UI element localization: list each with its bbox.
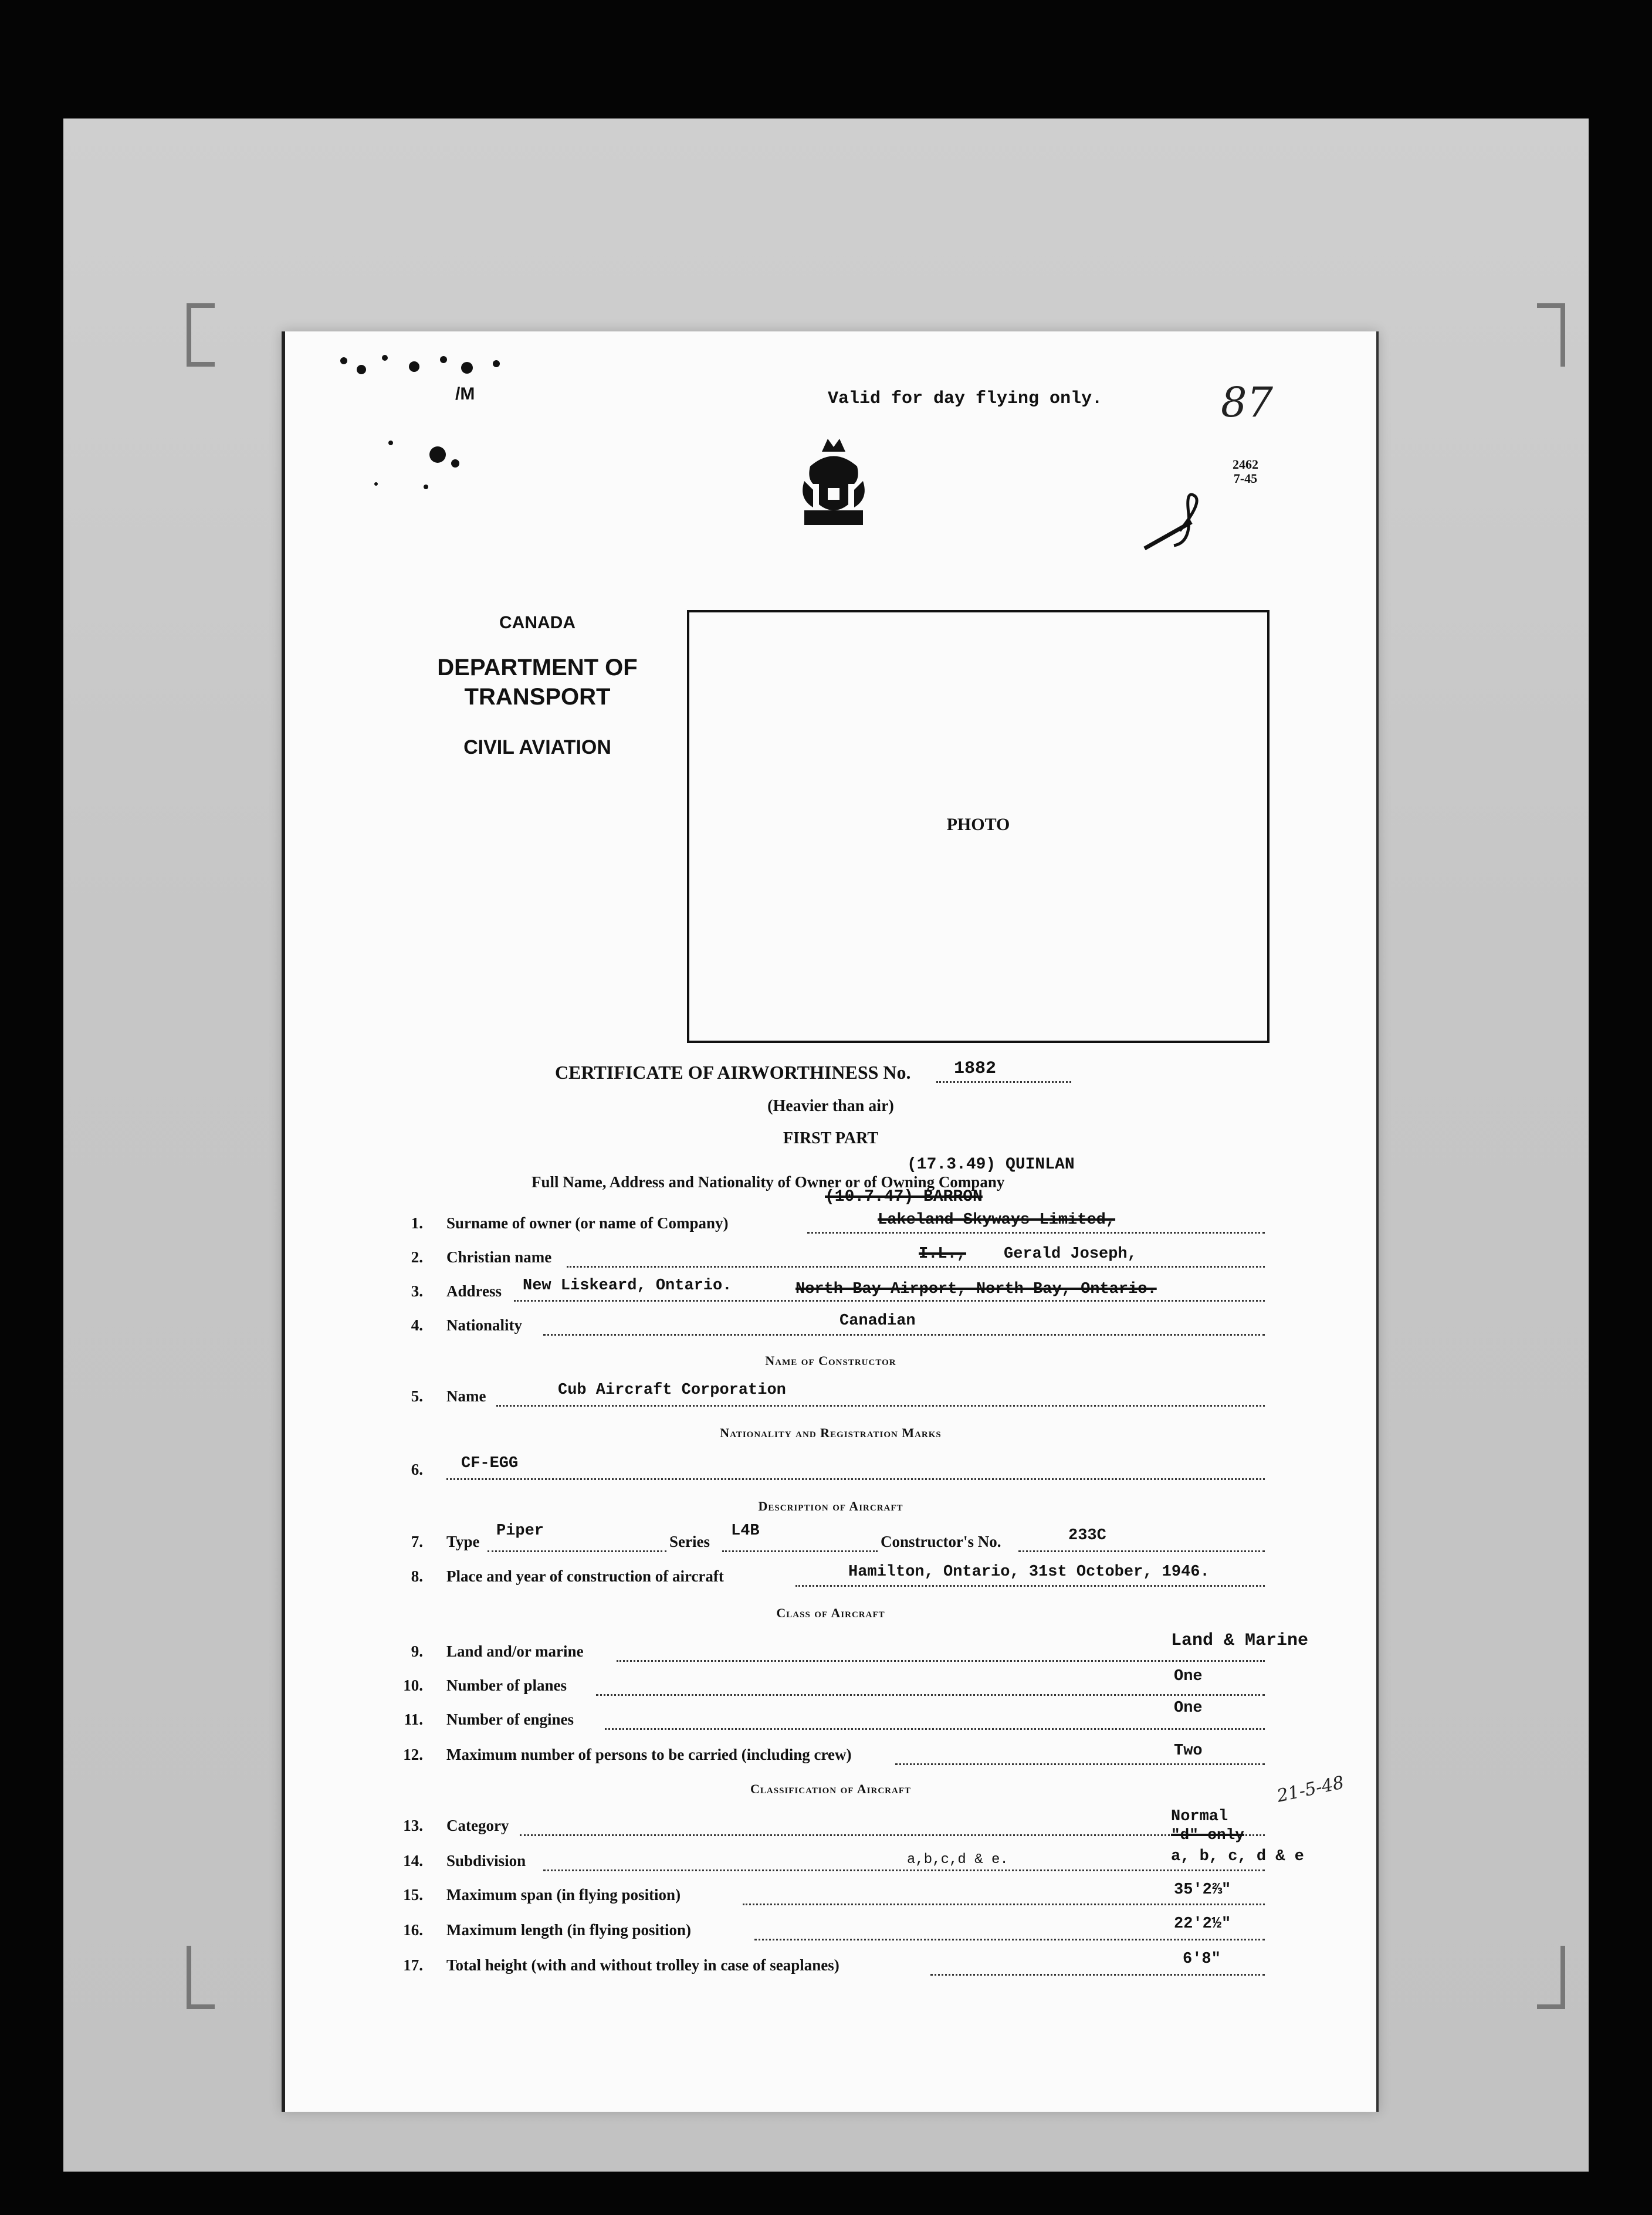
field-6-number: 6. <box>411 1461 423 1478</box>
field-13-label: Category <box>446 1817 509 1834</box>
crop-bracket-top-left-lower <box>187 338 215 367</box>
field-13-number: 13. <box>403 1817 423 1834</box>
field-4-value: Canadian <box>839 1312 916 1330</box>
field-2-line <box>567 1266 1265 1268</box>
field-12-number: 12. <box>403 1746 423 1763</box>
field-15-label: Maximum span (in flying position) <box>446 1886 681 1904</box>
field-2-number: 2. <box>411 1248 423 1266</box>
form-date: 7-45 <box>1233 471 1258 486</box>
certificate-number: 1882 <box>954 1059 997 1079</box>
field-17-label: Total height (with and without trolley in case of seaplanes) <box>446 1956 839 1974</box>
country-name: CANADA <box>499 613 576 632</box>
field-9-number: 9. <box>411 1642 423 1660</box>
description-heading: Description of Aircraft <box>758 1499 903 1513</box>
registration-mark: CF-EGG <box>461 1455 519 1472</box>
field-3-number: 3. <box>411 1282 423 1300</box>
type-value: Piper <box>496 1522 544 1540</box>
field-16-number: 16. <box>403 1921 423 1939</box>
constructors-no-line <box>1018 1550 1265 1552</box>
field-15-number: 15. <box>403 1886 423 1904</box>
field-4-line <box>543 1334 1265 1336</box>
field-7-number: 7. <box>411 1533 423 1550</box>
certificate-title: CERTIFICATE OF AIRWORTHINESS No. <box>555 1062 911 1083</box>
owner-amendment-note: (17.3.49) QUINLAN <box>907 1156 1075 1174</box>
field-13-line <box>520 1834 1265 1836</box>
coat-of-arms-icon <box>798 434 869 531</box>
field-15-value: 35'2⅔" <box>1174 1881 1231 1899</box>
field-3-value: New Liskeard, Ontario. <box>523 1277 732 1295</box>
department-name-line1: DEPARTMENT OF <box>437 655 638 680</box>
registration-heading: Nationality and Registration Marks <box>720 1425 942 1440</box>
field-14-number: 14. <box>403 1852 423 1869</box>
ink-stains <box>320 337 532 513</box>
classification-heading: Classification of Aircraft <box>750 1782 911 1796</box>
crop-bracket-bottom-left <box>187 1946 215 2009</box>
series-line <box>722 1550 878 1552</box>
field-3-struck-value: North Bay Airport, North Bay, Ontario. <box>795 1281 1157 1298</box>
field-15-line <box>743 1904 1265 1905</box>
field-13-value: Normal <box>1171 1808 1228 1825</box>
field-10-label: Number of planes <box>446 1677 567 1694</box>
field-8-label: Place and year of construction of aircraft <box>446 1567 724 1585</box>
field-1-number: 1. <box>411 1214 423 1232</box>
field-8-number: 8. <box>411 1567 423 1585</box>
field-10-line <box>596 1694 1265 1696</box>
field-2-value: Gerald Joseph, <box>1004 1245 1137 1263</box>
constructors-no-value: 233C <box>1068 1527 1106 1545</box>
field-9-line <box>617 1660 1265 1662</box>
cert-number-line <box>936 1081 1071 1083</box>
handwritten-number: 87 <box>1221 378 1274 426</box>
field-10-value: One <box>1174 1668 1203 1685</box>
owner-section-heading: Full Name, Address and Nationality of Owner or of Owning Company <box>532 1173 1005 1191</box>
field-2-struck-value: I.L., <box>919 1245 967 1263</box>
field-14-label: Subdivision <box>446 1852 526 1869</box>
type-line <box>488 1550 666 1552</box>
field-16-label: Maximum length (in flying position) <box>446 1921 692 1939</box>
department-name-line2: TRANSPORT <box>464 684 611 710</box>
field-12-value: Two <box>1174 1742 1203 1760</box>
field-12-line <box>895 1763 1265 1765</box>
field-14-line <box>543 1869 1265 1871</box>
form-number: 2462 <box>1233 457 1258 472</box>
field-1-line <box>807 1232 1265 1234</box>
part-heading: FIRST PART <box>783 1129 879 1147</box>
category-note: 21-5-48 <box>1275 1772 1346 1807</box>
field-10-number: 10. <box>403 1677 423 1694</box>
struck-amendment: (10.7.47) BARRON <box>825 1188 983 1206</box>
validity-note: Valid for day flying only. <box>828 389 1103 409</box>
field-11-number: 11. <box>404 1711 423 1728</box>
field-16-line <box>754 1939 1265 1940</box>
branch-name: CIVIL AVIATION <box>463 736 611 758</box>
field-14-struck-note: "d" only <box>1171 1826 1244 1844</box>
type-label: Type <box>446 1533 480 1550</box>
field-4-number: 4. <box>411 1316 423 1334</box>
form-number-block <box>1233 458 1258 486</box>
field-5-label: Name <box>446 1387 486 1405</box>
field-12-label: Maximum number of persons to be carried (including crew) <box>446 1746 852 1763</box>
department-name <box>397 653 678 712</box>
photo-box <box>687 610 1270 1043</box>
corner-mark: /M <box>455 384 475 404</box>
field-17-line <box>930 1974 1265 1976</box>
field-5-line <box>496 1405 1265 1407</box>
field-8-line <box>795 1585 1265 1587</box>
field-11-line <box>605 1728 1265 1730</box>
field-5-number: 5. <box>411 1387 423 1405</box>
series-label: Series <box>669 1533 710 1550</box>
field-8-value: Hamilton, Ontario, 31st October, 1946. <box>848 1563 1210 1581</box>
field-1-label: Surname of owner (or name of Company) <box>446 1214 729 1232</box>
constructor-heading: Name of Constructor <box>765 1353 896 1368</box>
field-1-struck-value: Lakeland Skyways Limited, <box>878 1211 1116 1229</box>
certificate-subtitle: (Heavier than air) <box>767 1097 894 1115</box>
field-4-label: Nationality <box>446 1316 523 1334</box>
field-17-value: 6'8" <box>1183 1950 1221 1968</box>
check-mark <box>1139 490 1233 560</box>
field-16-value: 22'2½" <box>1174 1915 1231 1933</box>
class-heading: Class of Aircraft <box>776 1606 885 1620</box>
constructors-no-label: Constructor's No. <box>881 1533 1001 1550</box>
field-14-pre-value: a,b,c,d & e. <box>907 1852 1008 1868</box>
field-11-value: One <box>1174 1699 1203 1717</box>
field-6-line <box>446 1478 1265 1480</box>
field-9-label: Land and/or marine <box>446 1642 584 1660</box>
field-14-value: a, b, c, d & e <box>1171 1848 1304 1865</box>
series-value: L4B <box>731 1522 760 1540</box>
field-2-label: Christian name <box>446 1248 552 1266</box>
field-3-line <box>514 1300 1265 1302</box>
field-17-number: 17. <box>403 1956 423 1974</box>
field-11-label: Number of engines <box>446 1711 574 1728</box>
field-9-value: Land & Marine <box>1171 1631 1309 1651</box>
field-5-value: Cub Aircraft Corporation <box>558 1381 786 1399</box>
crop-bracket-bottom-right <box>1537 1946 1565 2009</box>
crop-bracket-top-right <box>1537 303 1565 367</box>
field-3-label: Address <box>446 1282 502 1300</box>
photo-label: PHOTO <box>946 815 1010 834</box>
certificate-document <box>282 331 1379 2112</box>
